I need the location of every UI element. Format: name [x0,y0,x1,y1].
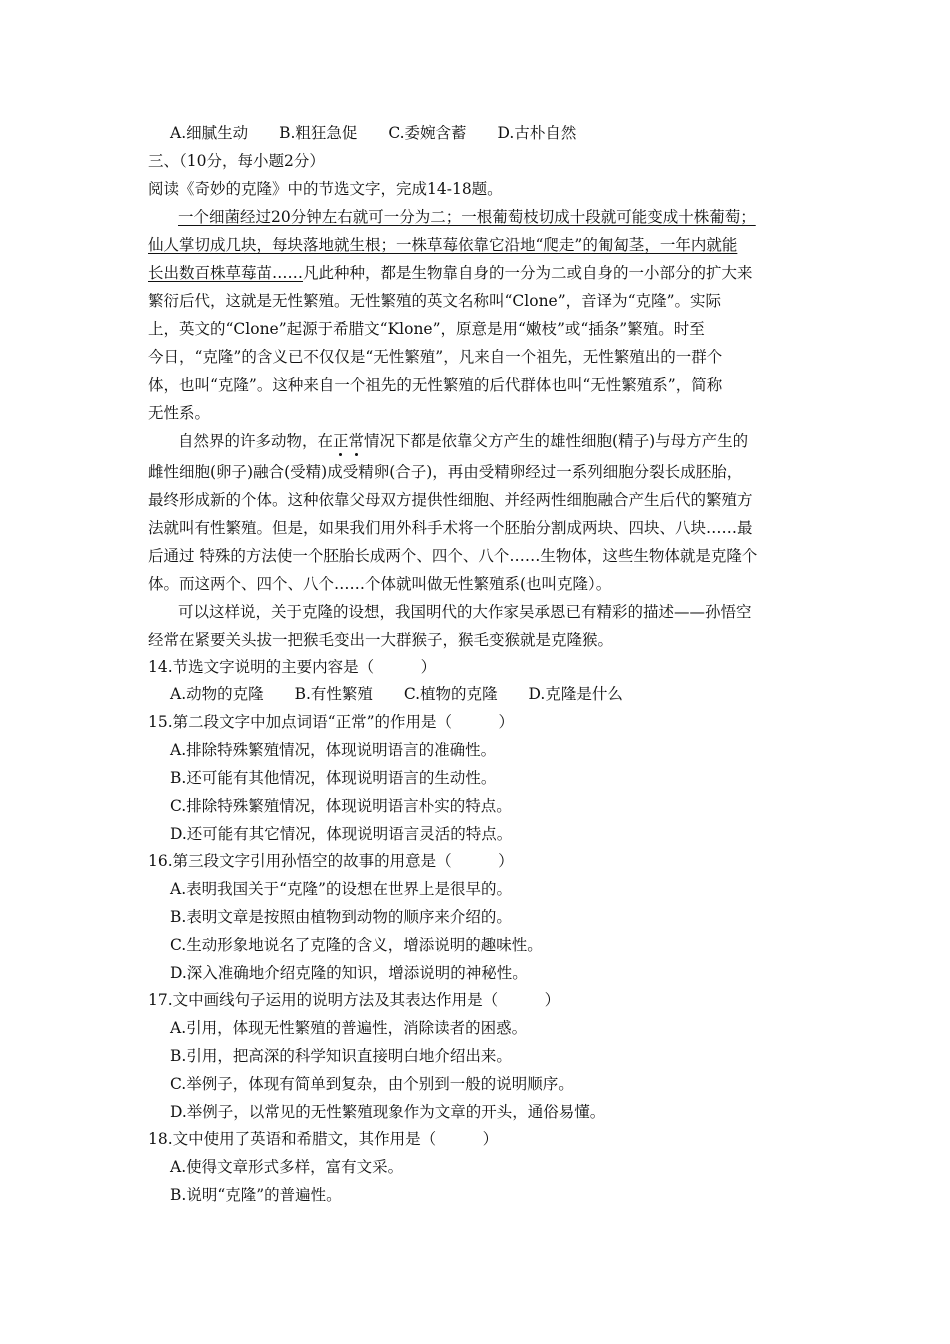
question-15-option-a: A.排除特殊繁殖情况，体现说明语言的准确性。 [170,741,497,759]
passage-p1-line3 [148,263,753,283]
question-15-option-c: C.排除特殊繁殖情况，体现说明语言朴实的特点。 [170,797,512,815]
option-b: B.有性繁殖 [294,685,373,703]
passage-p2-line5: 后通过 特殊的方法使一个胚胎长成两个、四个、八个……生物体，这些生物体就是克隆个 [148,547,758,565]
option-a: A.细腻生动 [170,124,249,142]
question-17-stem: 17.文中画线句子运用的说明方法及其表达作用是（ ） [148,991,561,1009]
question-15-option-b: B.还可能有其他情况，体现说明语言的生动性。 [170,769,497,787]
passage-p2-line6: 体。而这两个、四个、八个……个体就叫做无性繁殖系(也叫克隆）。 [148,575,612,593]
passage-p2-line1 [178,431,748,451]
reading-intro: 阅读《奇妙的克隆》中的节选文字，完成14-18题。 [148,180,503,198]
question-17-option-b: B.引用，把高深的科学知识直接明白地介绍出来。 [170,1047,512,1065]
passage-p2-line2: 雌性细胞(卵子)融合(受精)成受精卵(合子)，再由受精卵经过一系列细胞分裂长成胚胎， [148,463,743,481]
passage-text: 自然界的许多动物，在 [178,432,334,450]
option-c: C.委婉含蓄 [388,124,467,142]
question-18-option-b: B.说明“克隆”的普遍性。 [170,1186,342,1204]
question-17-option-d: D.举例子，以常见的无性繁殖现象作为文章的开头，通俗易懂。 [170,1103,606,1121]
option-d: D.古朴自然 [497,124,577,142]
question-16-option-a: A.表明我国关于“克隆”的设想在世界上是很早的。 [170,880,512,898]
question-14-stem: 14.节选文字说明的主要内容是（ ） [148,658,437,676]
underlined-sentence: 长出数百株草莓苗…… [148,264,304,282]
question-17-option-a: A.引用，体现无性繁殖的普遍性，消除读者的困惑。 [170,1019,528,1037]
question-15-stem: 15.第二段文字中加点词语“正常”的作用是（ ） [148,713,514,731]
previous-question-options [170,123,602,143]
underlined-sentence: 一个细菌经过20分钟左右就可一分为二；一根葡萄枝切成十段就可能变成十株葡萄； [178,208,756,226]
question-18-option-a: A.使得文章形式多样，富有文采。 [170,1158,404,1176]
option-c: C.植物的克隆 [403,685,498,703]
option-a: A.动物的克隆 [170,685,264,703]
option-d: D.克隆是什么 [528,685,623,703]
question-18-stem: 18.文中使用了英语和希腊文，其作用是（ ） [148,1130,499,1148]
question-16-option-c: C.生动形象地说名了克隆的含义，增添说明的趣味性。 [170,936,543,954]
underlined-sentence: 仙人掌切成几块，每块落地就生根；一株草莓依靠它沿地“爬走”的匍匐茎，一年内就能 [148,236,738,254]
emphasis-dotted-char: 正 [333,432,349,450]
question-16-stem: 16.第三段文字引用孙悟空的故事的用意是（ ） [148,852,514,870]
passage-p3-line1: 可以这样说，关于克隆的设想，我国明代的大作家吴承恩已有精彩的描述——孙悟空 [178,603,752,621]
question-15-option-d: D.还可能有其它情况，体现说明语言灵活的特点。 [170,825,513,843]
passage-p1-line4: 繁衍后代，这就是无性繁殖。无性繁殖的英文名称叫“Clone”，音译为“克隆”。实际 [148,292,722,310]
passage-text: 情况下都是依靠父方产生的雄性细胞(精子)与母方产生的 [364,432,749,450]
question-16-option-b: B.表明文章是按照由植物到动物的顺序来介绍的。 [170,908,512,926]
passage-p1-line6: 今日，“克隆”的含义已不仅仅是“无性繁殖”，凡来自一个祖先，无性繁殖出的一群个 [148,348,723,366]
question-17-option-c: C.举例子，体现有简单到复杂，由个别到一般的说明顺序。 [170,1075,574,1093]
passage-p1-line7: 体，也叫“克隆”。这种来自一个祖先的无性繁殖的后代群体也叫“无性繁殖系”，简称 [148,376,723,394]
passage-p1-line8: 无性系。 [148,404,211,422]
question-16-option-d: D.深入准确地介绍克隆的知识，增添说明的神秘性。 [170,964,528,982]
emphasis-dotted-char: 常 [348,432,365,450]
passage-p3-line2: 经常在紧要关头拔一把猴毛变出一大群猴子，猴毛变猴就是克隆猴。 [148,631,614,649]
passage-p2-line3: 最终形成新的个体。这种依靠父母双方提供性细胞、并经两性细胞融合产生后代的繁殖方 [148,491,753,509]
passage-p1-line5: 上，英文的“Clone”起源于希腊文“Klone”，原意是用“嫩枝”或“插条”繁殖。时至 [148,320,705,338]
passage-p1-line2 [148,235,737,255]
option-b: B.粗狂急促 [279,124,358,142]
passage-p2-line4: 法就叫有性繁殖。但是，如果我们用外科手术将一个胚胎分割成两块、四块、八块……最 [148,519,753,537]
passage-p1-line1 [178,207,756,227]
question-14-options [170,684,649,704]
section-header: 三、（10分，每小题2分） [148,152,325,170]
passage-text: 凡此种种，都是生物靠自身的一分为二或自身的一小部分的扩大来 [303,264,753,282]
